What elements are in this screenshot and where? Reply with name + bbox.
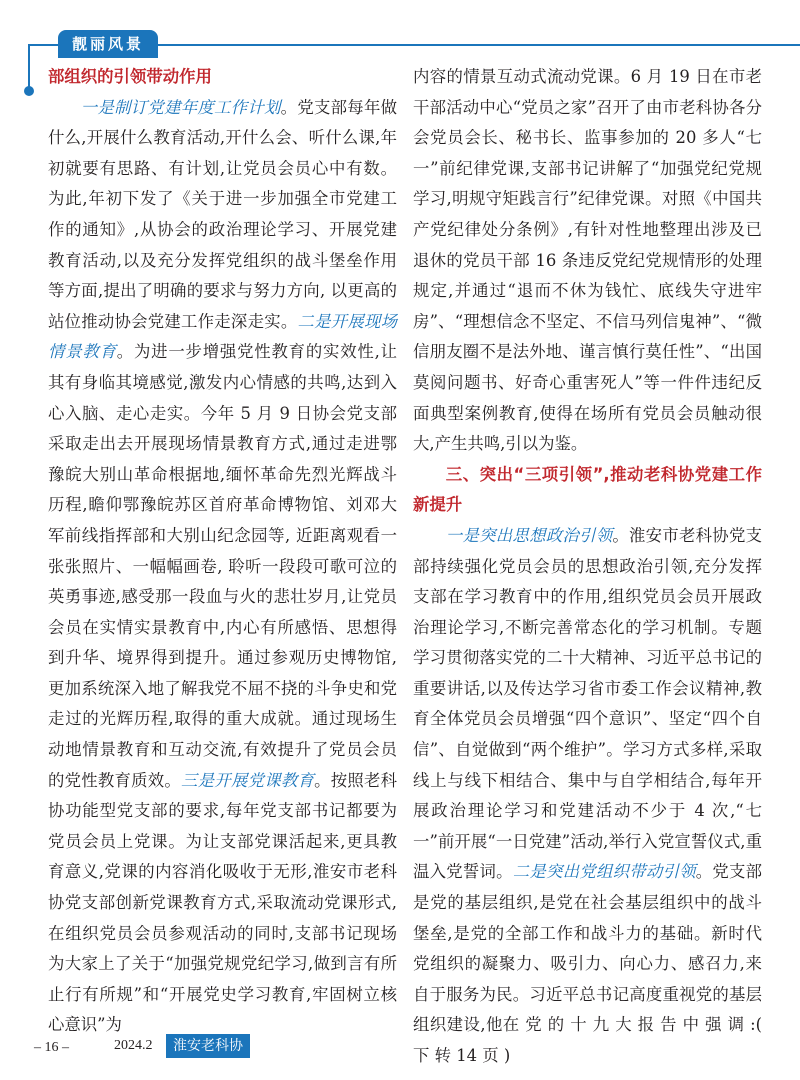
paragraph-body: 。党支部是党的基层组织,是党在社会基层组织中的战斗堡垒,是党的全部工作和战斗力的基础。新时代党组织的凝聚力、吸引力、向心力、感召力,来自于服务为民。习近平总书记高度重视党的基层组织建设,他在 党 的 十 九 大 报 告 中 强 调 :( 下 转 14 页 ) xyxy=(413,862,763,1065)
paragraph-lead: 一是制订党建年度工作计划 xyxy=(80,97,281,117)
header-vertical-rule xyxy=(28,44,30,90)
paragraph-body: 。为进一步增强党性教育的实效性,让其有身临其境感觉,激发内心情感的共鸣,达到入心入脑、走心走实。今年 5 月 9 日协会党支部采取走出去开展现场情景教育方式,通过走进鄂豫皖大别山革命根据地,缅怀革命先烈光辉战斗历程,瞻仰鄂豫皖苏区首府革命博物馆、刘邓大军前线指挥部和大别山纪念园等, 近距离观看一张张照片、一幅幅画卷, 聆听一段段可歌可泣的英勇事迹,感受那一段血与火的悲壮岁月,让党员会员在实情实景教育中,内心有所感悟、思想得到升华、境界得到提升。通过参观历史博物馆,更加系统深入地了解我党不屈不挠的斗争史和党走过的光辉历程,取得的重大成就。通过现场生动地情景教育和互动交流,有效提升了党员会员的党性教育质效。 xyxy=(48,342,397,790)
section-label: 靓丽风景 xyxy=(58,30,158,58)
section-heading: 三、突出“三项引领”,推动老科协党建工作新提升 xyxy=(413,464,762,515)
paragraph-lead: 二是突出党组织带动引领 xyxy=(512,862,696,882)
section-heading-continued: 部组织的引领带动作用 xyxy=(48,67,212,86)
paragraph-continued: 内容的情景互动式流动党课。6 月 19 日在市老干部活动中心“党员之家”召开了由市老科协各分会党员会长、秘书长、监事参加的 20 多人“七一”前纪律党课,支部书记讲解了“加强党纪党规学习,明规守矩践言行”纪律党课。对照《中国共产党纪律处分条例》,有针对性地整理出涉及已退休的党员干部 16 条违反党纪党规情形的处理规定,并通过“退而不休为钱忙、底线失守进牢房”、“理想信念不坚定、不信马列信鬼神”、“微信朋友圈不是法外地、谨言慎行莫任性”、“出国莫阅问题书、好奇心重害死人”等一件件违纪反面典型案例教育,使得在场所有党员会员触动很大,产生共鸣,引以为鉴。 xyxy=(413,67,762,454)
paragraph-body: 。按照老科协功能型党支部的要求,每年党支部书记都要为党员会员上党课。为让支部党课活起来,更具教育意义,党课的内容消化吸收于无形,淮安市老科协党支部创新党课教育方式,采取流动党课形式,在组织党员会员参观活动的同时,支部书记现场为大家上了关于“加强党规党纪学习,做到言有所止行有所规”和“开展党史学习教育,牢固树立核心意识”为 xyxy=(48,770,398,1035)
paragraph-plan xyxy=(48,93,397,1041)
issue-number: 2024.2 xyxy=(114,1038,153,1053)
left-column xyxy=(48,62,397,1041)
header-bullet-dot xyxy=(24,86,34,96)
paragraph-lead: 一是突出思想政治引领 xyxy=(445,525,613,545)
paragraph-leadership xyxy=(413,521,762,1072)
page-number: – 16 – xyxy=(34,1040,69,1055)
magazine-name: 淮安老科协 xyxy=(166,1034,250,1058)
paragraph-body: 。党支部每年做什么,开展什么教育活动,开什么会、听什么课,年初就要有思路、有计划,让党员会员心中有数。为此,年初下发了《关于进一步加强全市党建工作的通知》,从协会的政治理论学习、开展党建教育活动,以及充分发挥党组织的战斗堡垒作用等方面,提出了明确的要求与努力方向, 以更高的站位推动协会党建工作走深走实。 xyxy=(48,97,397,331)
paragraph-body: 。淮安市老科协党支部持续强化党员会员的思想政治引领,充分发挥支部在学习教育中的作用,组织党员会员开展政治理论学习,不断完善常态化的学习机制。专题学习贯彻落实党的二十大精神、习近平总书记的重要讲话,以及传达学习省市委工作会议精神,教育全体党员会员增强“四个意识”、坚定“四个自信”、自觉做到“两个维护”。学习方式多样,采取线上与线下相结合、集中与自学相结合,每年开展政治理论学习和党建活动不少于 4 次,“七一”前开展“一日党建”活动,举行入党宣誓仪式,重温入党誓词。 xyxy=(413,525,762,882)
right-column xyxy=(413,62,762,1072)
paragraph-lead: 三是开展党课教育 xyxy=(181,770,315,790)
paragraph-lead: 二是开展现场情景教育 xyxy=(48,311,398,362)
